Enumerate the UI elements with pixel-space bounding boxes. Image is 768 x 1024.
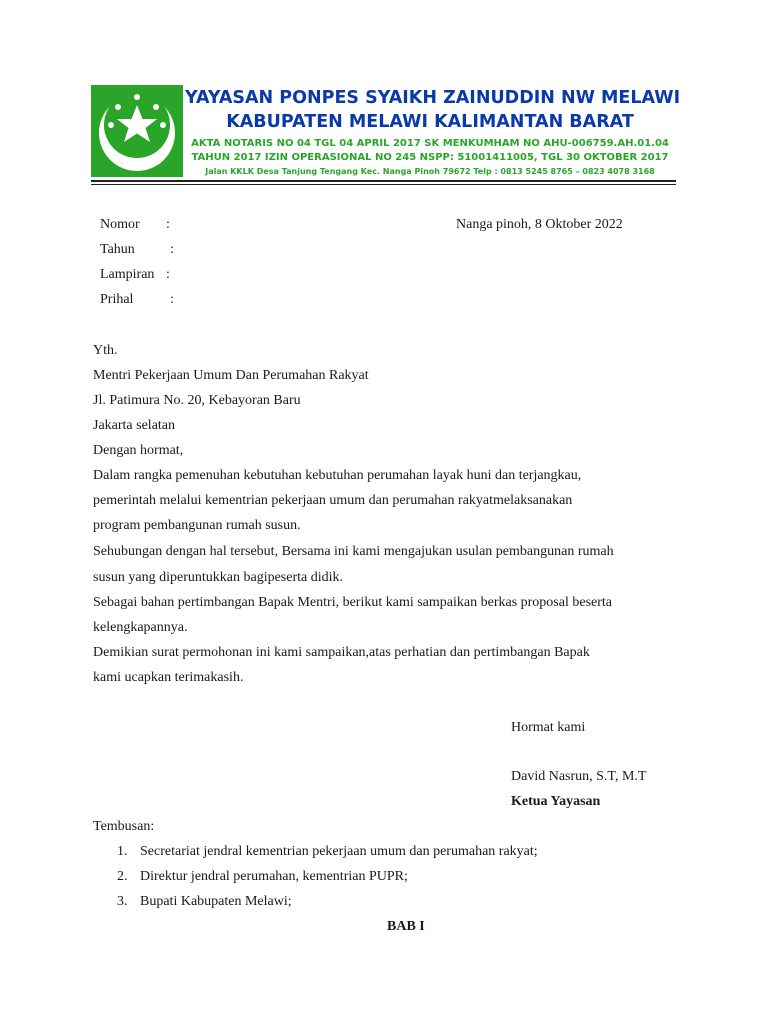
body-line: Sehubungan dengan hal tersebut, Bersama ini kami mengajukan usulan pembangunan rumah: [93, 544, 614, 559]
crescent-star-icon: [91, 85, 183, 177]
place-date: Nanga pinoh, 8 Oktober 2022: [456, 217, 623, 232]
prihal-colon: :: [170, 292, 174, 307]
cc-item-number: 1.: [117, 844, 128, 859]
signer-position: Ketua Yayasan: [511, 794, 601, 809]
closing-salutation: Hormat kami: [511, 720, 586, 735]
body-line: pemerintah melalui kementrian pekerjaan umum dan perumahan rakyatmelaksanakan: [93, 493, 573, 508]
address-street: Jl. Patimura No. 20, Kebayoran Baru: [93, 393, 301, 408]
greeting: Dengan hormat,: [93, 443, 184, 458]
letterhead-subtitle: KABUPATEN MELAWI KALIMANTAN BARAT: [226, 112, 634, 132]
signer-name: David Nasrun, S.T, M.T: [511, 769, 647, 784]
cc-label: Tembusan:: [93, 819, 155, 834]
body-line: kelengkapannya.: [93, 620, 188, 635]
lampiran-colon: :: [166, 267, 170, 282]
cc-item: Direktur jendral perumahan, kementrian PUPR;: [140, 869, 408, 884]
letterhead-address-line: Jalan KKLK Desa Tanjung Tengang Kec. Nanga Pinoh 79672 Telp : 0813 5245 8765 – 0823 4078 3168: [205, 167, 655, 176]
body-line: Dalam rangka pemenuhan kebutuhan kebutuhan perumahan layak huni dan terjangkau,: [93, 468, 582, 483]
letterhead-divider: [91, 180, 676, 182]
address-city: Jakarta selatan: [93, 418, 176, 433]
letterhead-divider-thin: [91, 184, 676, 185]
cc-item-number: 2.: [117, 869, 128, 884]
address-recipient: Mentri Pekerjaan Umum Dan Perumahan Rakyat: [93, 368, 369, 383]
letterhead-title: YAYASAN PONPES SYAIKH ZAINUDDIN NW MELAWI: [185, 88, 681, 108]
body-line: susun yang diperuntukkan bagipeserta didik.: [93, 570, 344, 585]
tahun-colon: :: [170, 242, 174, 257]
letterhead-legal-line-2: TAHUN 2017 IZIN OPERASIONAL NO 245 NSPP: 51001411005, TGL 30 OKTOBER 2017: [191, 152, 669, 163]
address-yth: Yth.: [93, 343, 118, 358]
prihal-label: Prihal: [100, 292, 134, 307]
body-line: Sebagai bahan pertimbangan Bapak Mentri, berikut kami sampaikan berkas proposal beserta: [93, 595, 612, 610]
body-line: Demikian surat permohonan ini kami sampaikan,atas perhatian dan pertimbangan Bapak: [93, 645, 590, 660]
cc-item: Secretariat jendral kementrian pekerjaan umum dan perumahan rakyat;: [140, 844, 538, 859]
nomor-label: Nomor: [100, 217, 140, 232]
body-line: program pembangunan rumah susun.: [93, 518, 301, 533]
nomor-colon: :: [166, 217, 170, 232]
lampiran-label: Lampiran: [100, 267, 155, 282]
body-line: kami ucapkan terimakasih.: [93, 670, 244, 685]
cc-item-number: 3.: [117, 894, 128, 909]
tahun-label: Tahun: [100, 242, 135, 257]
letterhead-legal-line-1: AKTA NOTARIS NO 04 TGL 04 APRIL 2017 SK MENKUMHAM NO AHU-006759.AH.01.04: [191, 138, 669, 149]
chapter-heading: BAB I: [387, 919, 425, 934]
cc-item: Bupati Kabupaten Melawi;: [140, 894, 292, 909]
